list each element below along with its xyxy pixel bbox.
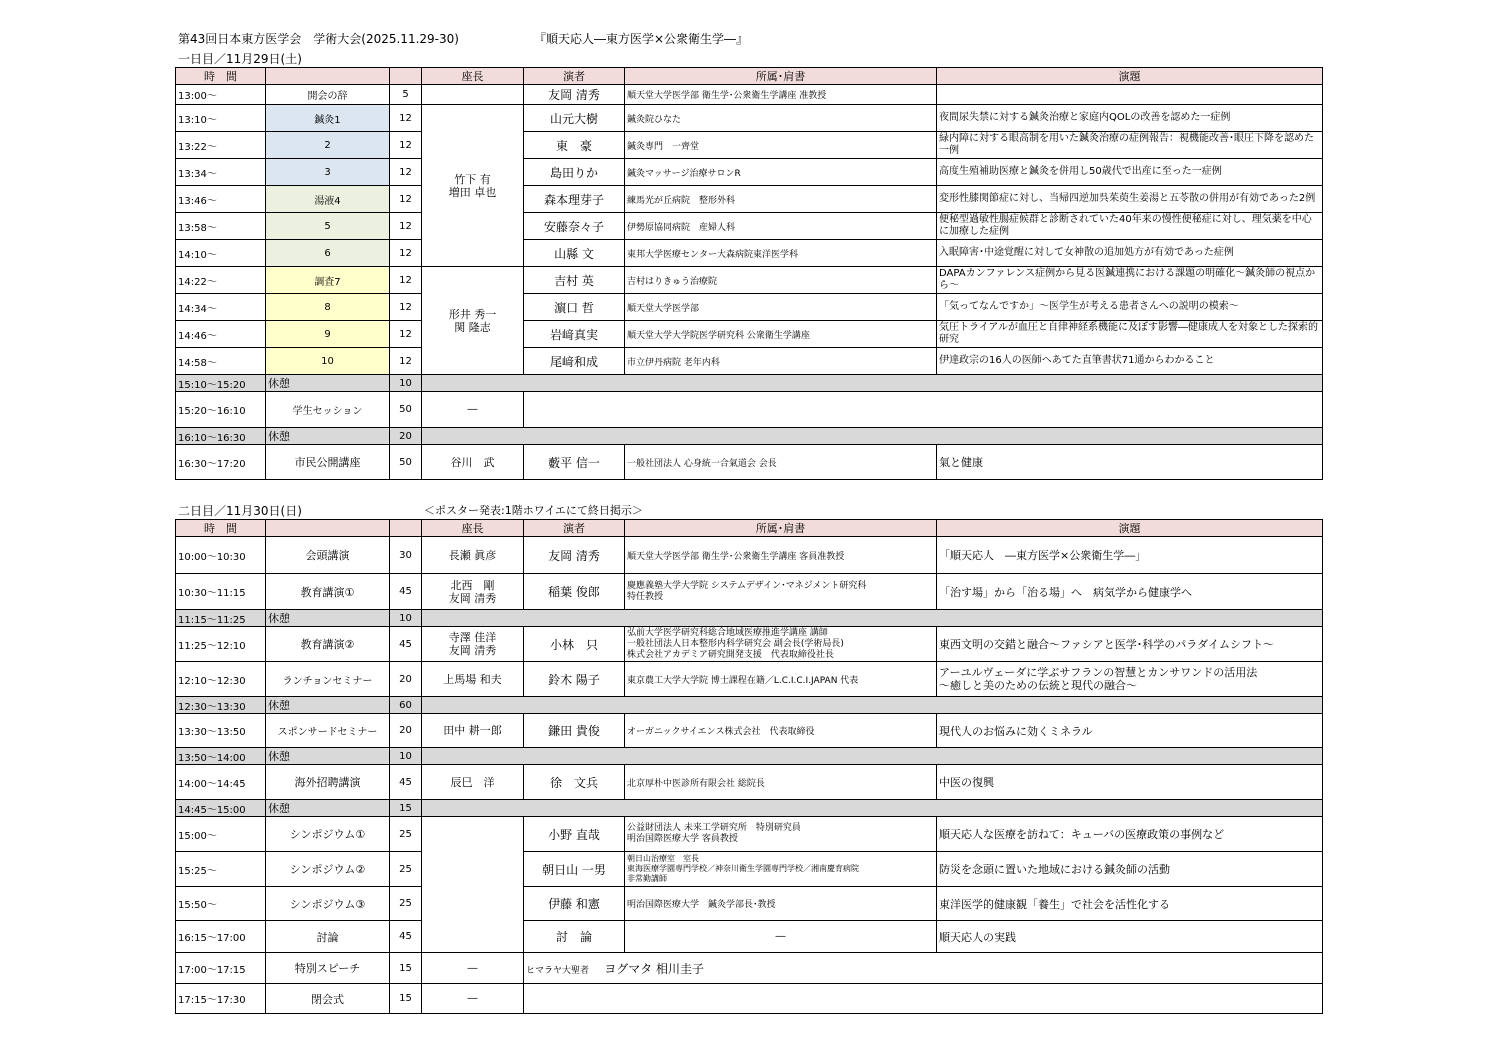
time-cell: 10:30～11:15 [176, 574, 266, 610]
time-cell: 13:58～ [176, 213, 266, 240]
affiliation-cell: 鍼灸マッサージ治療サロンR [625, 159, 937, 186]
affiliation-cell: 一般社団法人 心身統一合氣道会 会長 [625, 445, 937, 480]
session-cell: 8 [266, 294, 390, 321]
time-cell: 14:22～ [176, 267, 266, 294]
session-cell: 9 [266, 321, 390, 348]
table-header [176, 68, 1323, 85]
break-row [176, 800, 1323, 817]
table-row [176, 294, 1323, 321]
speaker-cell: 鈴木 陽子 [524, 662, 625, 697]
affiliation-cell: 朝日山治療室 室長 東海医療学園専門学校／神奈川衛生学園専門学校／湘南慶育病院 非常勤講師 [625, 852, 937, 887]
minutes-cell: 12 [390, 186, 422, 213]
chair-cell: 田中 耕一郎 [422, 714, 524, 748]
minutes-cell: 50 [390, 392, 422, 428]
col-topic: 演題 [937, 68, 1323, 85]
speaker-cell: 安藤奈々子 [524, 213, 625, 240]
conference-theme: 『順天応人―東方医学×公衆衛生学―』 [534, 32, 749, 46]
topic-cell: アーユルヴェーダに学ぶサフランの智慧とカンサワンドの活用法 ～癒しと美のための伝統と現代の融合～ [937, 662, 1323, 697]
minutes-cell: 12 [390, 321, 422, 348]
session-cell: 閉会式 [266, 984, 390, 1014]
break-label: 休憩 [266, 697, 390, 714]
day1-schedule-table [175, 67, 1323, 480]
time-cell: 12:30～13:30 [176, 697, 266, 714]
table-row [176, 852, 1323, 887]
affiliation-cell: 東邦大学医療センター大森病院東洋医学科 [625, 240, 937, 267]
affiliation-cell: 吉村はりきゅう治療院 [625, 267, 937, 294]
time-cell: 10:00～10:30 [176, 537, 266, 574]
session-cell: シンポジウム② [266, 852, 390, 887]
minutes-cell: 12 [390, 240, 422, 267]
chair-cell: 形井 秀一 関 隆志 [422, 267, 524, 375]
time-cell: 14:00～14:45 [176, 765, 266, 800]
session-cell: 6 [266, 240, 390, 267]
affiliation-cell: 公益財団法人 未来工学研究所 特別研究員 明治国際医療大学 客員教授 [625, 817, 937, 852]
table-row [176, 627, 1323, 662]
col-chair: 座長 [422, 520, 524, 537]
minutes-cell: 15 [390, 953, 422, 984]
affiliation-cell: 鍼灸院ひなた [625, 105, 937, 132]
affiliation-cell: 練馬光が丘病院 整形外科 [625, 186, 937, 213]
topic-cell: 高度生殖補助医療と鍼灸を併用し50歳代で出産に至った一症例 [937, 159, 1323, 186]
break-label: 休憩 [266, 800, 390, 817]
topic-cell: 変形性膝関節症に対し、当帰四逆加呉茱萸生姜湯と五苓散の併用が有効であった2例 [937, 186, 1323, 213]
table-row [176, 765, 1323, 800]
chair-cell: ― [422, 984, 524, 1014]
session-cell: 会頭講演 [266, 537, 390, 574]
break-row [176, 697, 1323, 714]
speech-prefix: ヒマラヤ大聖者 [526, 965, 590, 976]
topic-cell: 入眠障害･中途覚醒に対して女神散の追加処方が有効であった症例 [937, 240, 1323, 267]
minutes-cell: 12 [390, 294, 422, 321]
topic-cell: DAPAカンファレンス症例から見る医鍼連携における課題の明確化～鍼灸師の視点から～ [937, 267, 1323, 294]
table-row [176, 159, 1323, 186]
time-cell: 16:30～17:20 [176, 445, 266, 480]
speaker-cell: 吉村 英 [524, 267, 625, 294]
table-row [176, 887, 1323, 921]
time-cell: 14:46～ [176, 321, 266, 348]
table-row [176, 392, 1323, 428]
minutes-cell: 10 [390, 748, 422, 765]
topic-cell: 順天応人な医療を訪ねて：キューバの医療政策の事例など [937, 817, 1323, 852]
minutes-cell: 20 [390, 714, 422, 748]
session-cell: 10 [266, 348, 390, 375]
time-cell: 15:10～15:20 [176, 375, 266, 392]
session-cell: シンポジウム① [266, 817, 390, 852]
topic-cell: 東西文明の交錯と融合～ファシアと医学･科学のパラダイムシフト～ [937, 627, 1323, 662]
affiliation-cell: オーガニックサイエンス株式会社 代表取締役 [625, 714, 937, 748]
affiliation-cell: 北京厚朴中医診所有限会社 総院長 [625, 765, 937, 800]
session-cell: 教育講演② [266, 627, 390, 662]
time-cell: 13:10～ [176, 105, 266, 132]
speaker-cell: 尾﨑和成 [524, 348, 625, 375]
chair-cell: 長瀬 眞彦 [422, 537, 524, 574]
minutes-cell: 30 [390, 537, 422, 574]
session-cell: 海外招聘講演 [266, 765, 390, 800]
session-cell: 2 [266, 132, 390, 159]
speaker-cell: 鎌田 貴俊 [524, 714, 625, 748]
col-time: 時 間 [176, 520, 266, 537]
table-row [176, 186, 1323, 213]
time-cell: 11:15～11:25 [176, 610, 266, 627]
minutes-cell: 15 [390, 800, 422, 817]
table-row [176, 240, 1323, 267]
session-cell: 5 [266, 213, 390, 240]
speaker-cell: 伊藤 和憲 [524, 887, 625, 921]
topic-cell: 便秘型過敏性腸症候群と診断されていた40年来の慢性便秘症に対し、理気薬を中心に加療した症例 [937, 213, 1323, 240]
day2-schedule-table [175, 519, 1323, 1014]
speaker-cell: 山縣 文 [524, 240, 625, 267]
time-cell: 13:34～ [176, 159, 266, 186]
break-label: 休憩 [266, 610, 390, 627]
minutes-cell: 45 [390, 765, 422, 800]
speaker-cell: 藪平 信一 [524, 445, 625, 480]
speaker-cell: 徐 文兵 [524, 765, 625, 800]
col-affiliation: 所属･肩書 [625, 68, 937, 85]
affiliation-cell: 順天堂大学医学部 衛生学･公衆衛生学講座 客員准教授 [625, 537, 937, 574]
speaker-cell: 東 豪 [524, 132, 625, 159]
speaker-cell: 森本理芽子 [524, 186, 625, 213]
time-cell: 16:10～16:30 [176, 428, 266, 445]
minutes-cell: 12 [390, 132, 422, 159]
time-cell: 15:25～ [176, 852, 266, 887]
minutes-cell: 45 [390, 921, 422, 953]
topic-cell: 氣と健康 [937, 445, 1323, 480]
speech-speaker: ヨグマタ 相川圭子 [604, 961, 705, 976]
day1-label: 一日目／11月29日(土) [178, 52, 302, 66]
speaker-cell: 濵口 哲 [524, 294, 625, 321]
break-row [176, 610, 1323, 627]
break-row [176, 375, 1323, 392]
table-row [176, 105, 1323, 132]
chair-cell: 上馬場 和夫 [422, 662, 524, 697]
topic-cell: 緑内障に対する眼高制を用いた鍼灸治療の症例報告：視機能改善･眼圧下降を認めた一例 [937, 132, 1323, 159]
time-cell: 15:50～ [176, 887, 266, 921]
topic-cell: 順天応人の実践 [937, 921, 1323, 953]
minutes-cell: 15 [390, 984, 422, 1014]
table-row [176, 953, 1323, 984]
session-cell: 特別スピーチ [266, 953, 390, 984]
time-cell: 14:10～ [176, 240, 266, 267]
session-cell: 湯液4 [266, 186, 390, 213]
session-cell: 調査7 [266, 267, 390, 294]
affiliation-cell: 弘前大学医学研究科総合地域医療推進学講座 講師 一般社団法人日本整形内科学研究会 副会長(学術局長) 株式会社アカデミア研究開発支援 代表取締役社長 [625, 627, 937, 662]
time-cell: 15:20～16:10 [176, 392, 266, 428]
chair-cell: ― [422, 953, 524, 984]
chair-cell [422, 817, 524, 953]
speech-cell [524, 953, 1323, 984]
minutes-cell: 20 [390, 662, 422, 697]
affiliation-cell: 順天堂大学医学部 衛生学･公衆衛生学講座 准教授 [625, 85, 937, 105]
table-row [176, 445, 1323, 480]
affiliation-cell: 鍼灸専門 一齊堂 [625, 132, 937, 159]
affiliation-cell: 慶應義塾大学大学院 システムデザイン･マネジメント研究科 特任教授 [625, 574, 937, 610]
col-speaker: 演者 [524, 68, 625, 85]
session-cell: 開会の辞 [266, 85, 390, 105]
chair-cell: ― [422, 392, 524, 428]
time-cell: 14:34～ [176, 294, 266, 321]
table-header [176, 520, 1323, 537]
session-cell: 3 [266, 159, 390, 186]
speaker-cell: 山元大樹 [524, 105, 625, 132]
table-row [176, 921, 1323, 953]
speaker-cell: 友岡 清秀 [524, 85, 625, 105]
minutes-cell: 10 [390, 375, 422, 392]
minutes-cell: 12 [390, 348, 422, 375]
topic-cell: 「気ってなんですか」～医学生が考える患者さんへの説明の模索～ [937, 294, 1323, 321]
chair-cell: 谷川 武 [422, 445, 524, 480]
table-row [176, 132, 1323, 159]
session-cell: 教育講演① [266, 574, 390, 610]
table-row [176, 85, 1323, 105]
col-affiliation: 所属･肩書 [625, 520, 937, 537]
time-cell: 14:45～15:00 [176, 800, 266, 817]
table-row [176, 714, 1323, 748]
col-time: 時 間 [176, 68, 266, 85]
table-row [176, 662, 1323, 697]
minutes-cell: 45 [390, 627, 422, 662]
session-cell: シンポジウム③ [266, 887, 390, 921]
minutes-cell: 25 [390, 817, 422, 852]
minutes-cell: 12 [390, 105, 422, 132]
topic-cell: 伊達政宗の16人の医師へあてた直筆書状71通からわかること [937, 348, 1323, 375]
affiliation-cell: 市立伊丹病院 老年内科 [625, 348, 937, 375]
time-cell: 12:10～12:30 [176, 662, 266, 697]
minutes-cell: 25 [390, 852, 422, 887]
table-row [176, 574, 1323, 610]
minutes-cell: 12 [390, 267, 422, 294]
affiliation-cell: 明治国際医療大学 鍼灸学部長･教授 [625, 887, 937, 921]
table-row [176, 817, 1323, 852]
time-cell: 13:30～13:50 [176, 714, 266, 748]
break-label: 休憩 [266, 375, 390, 392]
minutes-cell: 12 [390, 213, 422, 240]
speaker-cell: 小林 只 [524, 627, 625, 662]
table-row [176, 321, 1323, 348]
speaker-cell: 小野 直哉 [524, 817, 625, 852]
col-speaker: 演者 [524, 520, 625, 537]
speaker-cell: 岩﨑真実 [524, 321, 625, 348]
session-cell: 市民公開講座 [266, 445, 390, 480]
speaker-cell: 討 論 [524, 921, 625, 953]
break-label: 休憩 [266, 748, 390, 765]
poster-note: ＜ポスター発表:1階ホワイエにて終日掲示＞ [424, 504, 643, 517]
time-cell: 17:15～17:30 [176, 984, 266, 1014]
topic-cell: 中医の復興 [937, 765, 1323, 800]
affiliation-cell: 伊勢原協同病院 産婦人科 [625, 213, 937, 240]
affiliation-cell: 東京農工大学大学院 博士課程在籍／L.C.I.C.I.JAPAN 代表 [625, 662, 937, 697]
table-row [176, 984, 1323, 1014]
session-cell: 鍼灸1 [266, 105, 390, 132]
minutes-cell: 45 [390, 574, 422, 610]
col-chair: 座長 [422, 68, 524, 85]
break-label: 休憩 [266, 428, 390, 445]
time-cell: 16:15～17:00 [176, 921, 266, 953]
speaker-cell: 島田りか [524, 159, 625, 186]
chair-cell: 寺澤 佳洋 友岡 清秀 [422, 627, 524, 662]
table-row [176, 267, 1323, 294]
table-row [176, 348, 1323, 375]
topic-cell: 防災を念頭に置いた地域における鍼灸師の活動 [937, 852, 1323, 887]
session-cell: 学生セッション [266, 392, 390, 428]
time-cell: 15:00～ [176, 817, 266, 852]
time-cell: 13:50～14:00 [176, 748, 266, 765]
topic-cell: 「順天応人 ―東方医学×公衆衛生学―」 [937, 537, 1323, 574]
topic-cell: 東洋医学的健康観「養生」で社会を活性化する [937, 887, 1323, 921]
affiliation-cell: ― [625, 921, 937, 953]
affiliation-cell: 順天堂大学大学院医学研究科 公衆衛生学講座 [625, 321, 937, 348]
topic-cell: 気圧トライアルが血圧と自律神経系機能に及ぼす影響―健康成人を対象とした探索的研究 [937, 321, 1323, 348]
table-row [176, 537, 1323, 574]
minutes-cell: 25 [390, 887, 422, 921]
chair-cell: 辰巳 洋 [422, 765, 524, 800]
topic-cell [937, 85, 1323, 105]
time-cell: 13:22～ [176, 132, 266, 159]
speaker-cell: 友岡 清秀 [524, 537, 625, 574]
topic-cell: 「治す場」から「治る場」へ 病気学から健康学へ [937, 574, 1323, 610]
session-cell: ランチョンセミナー [266, 662, 390, 697]
col-topic: 演題 [937, 520, 1323, 537]
session-cell: 討論 [266, 921, 390, 953]
topic-cell: 現代人のお悩みに効くミネラル [937, 714, 1323, 748]
time-cell: 14:58～ [176, 348, 266, 375]
break-row [176, 428, 1323, 445]
minutes-cell: 12 [390, 159, 422, 186]
minutes-cell: 50 [390, 445, 422, 480]
day2-label: 二日目／11月30日(日) [178, 504, 302, 518]
break-row [176, 748, 1323, 765]
time-cell: 13:00～ [176, 85, 266, 105]
speaker-cell: 稲葉 俊郎 [524, 574, 625, 610]
session-cell: スポンサードセミナー [266, 714, 390, 748]
topic-cell: 夜間尿失禁に対する鍼灸治療と家庭内QOLの改善を認めた一症例 [937, 105, 1323, 132]
time-cell: 13:46～ [176, 186, 266, 213]
table-row [176, 213, 1323, 240]
chair-cell: 竹下 有 増田 卓也 [422, 105, 524, 267]
time-cell: 11:25～12:10 [176, 627, 266, 662]
minutes-cell: 5 [390, 85, 422, 105]
speaker-cell: 朝日山 一男 [524, 852, 625, 887]
affiliation-cell: 順天堂大学医学部 [625, 294, 937, 321]
minutes-cell: 60 [390, 697, 422, 714]
time-cell: 17:00～17:15 [176, 953, 266, 984]
conference-title: 第43回日本東方医学会 学術大会(2025.11.29-30) [178, 32, 459, 46]
chair-cell: 北西 剛 友岡 清秀 [422, 574, 524, 610]
minutes-cell: 10 [390, 610, 422, 627]
minutes-cell: 20 [390, 428, 422, 445]
